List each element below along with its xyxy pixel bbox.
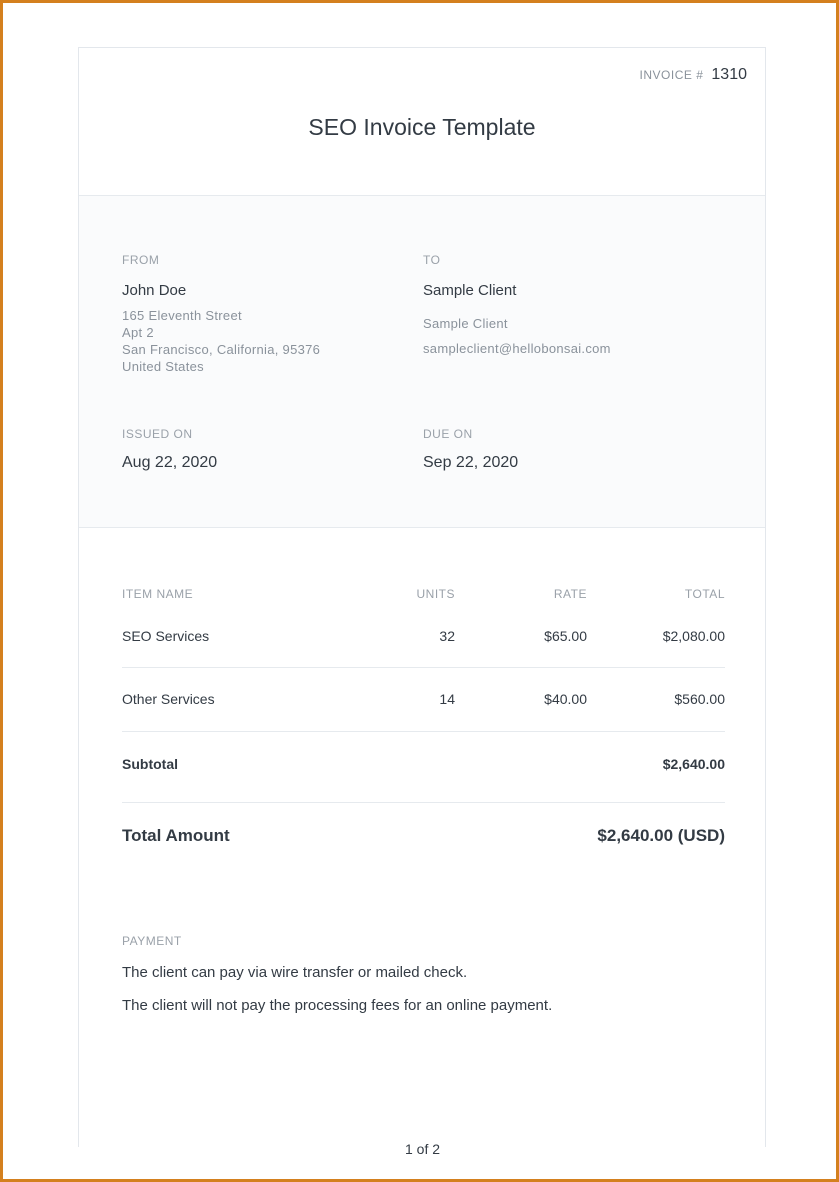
issued-block (122, 427, 217, 472)
from-address-line: San Francisco, California, 95376 (122, 342, 321, 357)
item-total-cell: $560.00 (674, 691, 725, 707)
invoice-number-label: INVOICE # (639, 68, 704, 82)
to-name: Sample Client (423, 282, 517, 299)
item-name-cell: SEO Services (122, 628, 210, 644)
from-label: FROM (122, 253, 160, 267)
item-total-cell: $2,080.00 (662, 628, 725, 644)
invoice-header (79, 48, 765, 196)
total-row (122, 826, 725, 846)
invoice-number (640, 66, 747, 84)
to-block (423, 253, 611, 357)
total-label: Total Amount (122, 826, 230, 845)
invoice-sheet (78, 47, 766, 1147)
item-units-cell: 32 (439, 628, 455, 644)
item-rate-cell: $40.00 (544, 691, 587, 707)
due-label: DUE ON (423, 427, 473, 441)
parties-section (79, 196, 765, 528)
to-company: Sample Client (423, 316, 508, 331)
page-indicator: 1 of 2 (404, 1141, 441, 1157)
page-title: SEO Invoice Template (308, 114, 536, 140)
row-divider (122, 667, 725, 668)
subtotal-row (122, 756, 725, 776)
column-header-units: UNITS (416, 587, 455, 601)
from-block (122, 253, 320, 375)
payment-note: The client will not pay the processing fees for an online payment. (122, 997, 553, 1014)
table-row (122, 628, 725, 648)
to-label: TO (423, 253, 441, 267)
invoice-number-value: 1310 (711, 66, 747, 83)
due-date: Sep 22, 2020 (423, 454, 519, 471)
from-name: John Doe (122, 282, 187, 299)
row-divider (122, 802, 725, 803)
item-units-cell: 14 (439, 691, 455, 707)
issued-date: Aug 22, 2020 (122, 454, 218, 471)
row-divider (122, 731, 725, 732)
total-value: $2,640.00 (USD) (597, 826, 725, 845)
from-address-line: Apt 2 (122, 325, 154, 340)
item-name-cell: Other Services (122, 691, 215, 707)
column-header-total: TOTAL (684, 587, 725, 601)
payment-note: The client can pay via wire transfer or mailed check. (122, 964, 468, 981)
due-block (423, 427, 518, 472)
from-address-line: 165 Eleventh Street (122, 308, 242, 323)
subtotal-label: Subtotal (122, 756, 178, 772)
issued-label: ISSUED ON (122, 427, 193, 441)
column-header-rate: RATE (553, 587, 587, 601)
item-rate-cell: $65.00 (544, 628, 587, 644)
payment-label: PAYMENT (122, 934, 182, 948)
column-header-item-name: ITEM NAME (122, 587, 194, 601)
table-header (122, 587, 725, 607)
subtotal-value: $2,640.00 (662, 756, 725, 772)
to-email: sampleclient@hellobonsai.com (423, 341, 611, 356)
from-address-line: United States (122, 359, 204, 374)
table-row (122, 691, 725, 711)
